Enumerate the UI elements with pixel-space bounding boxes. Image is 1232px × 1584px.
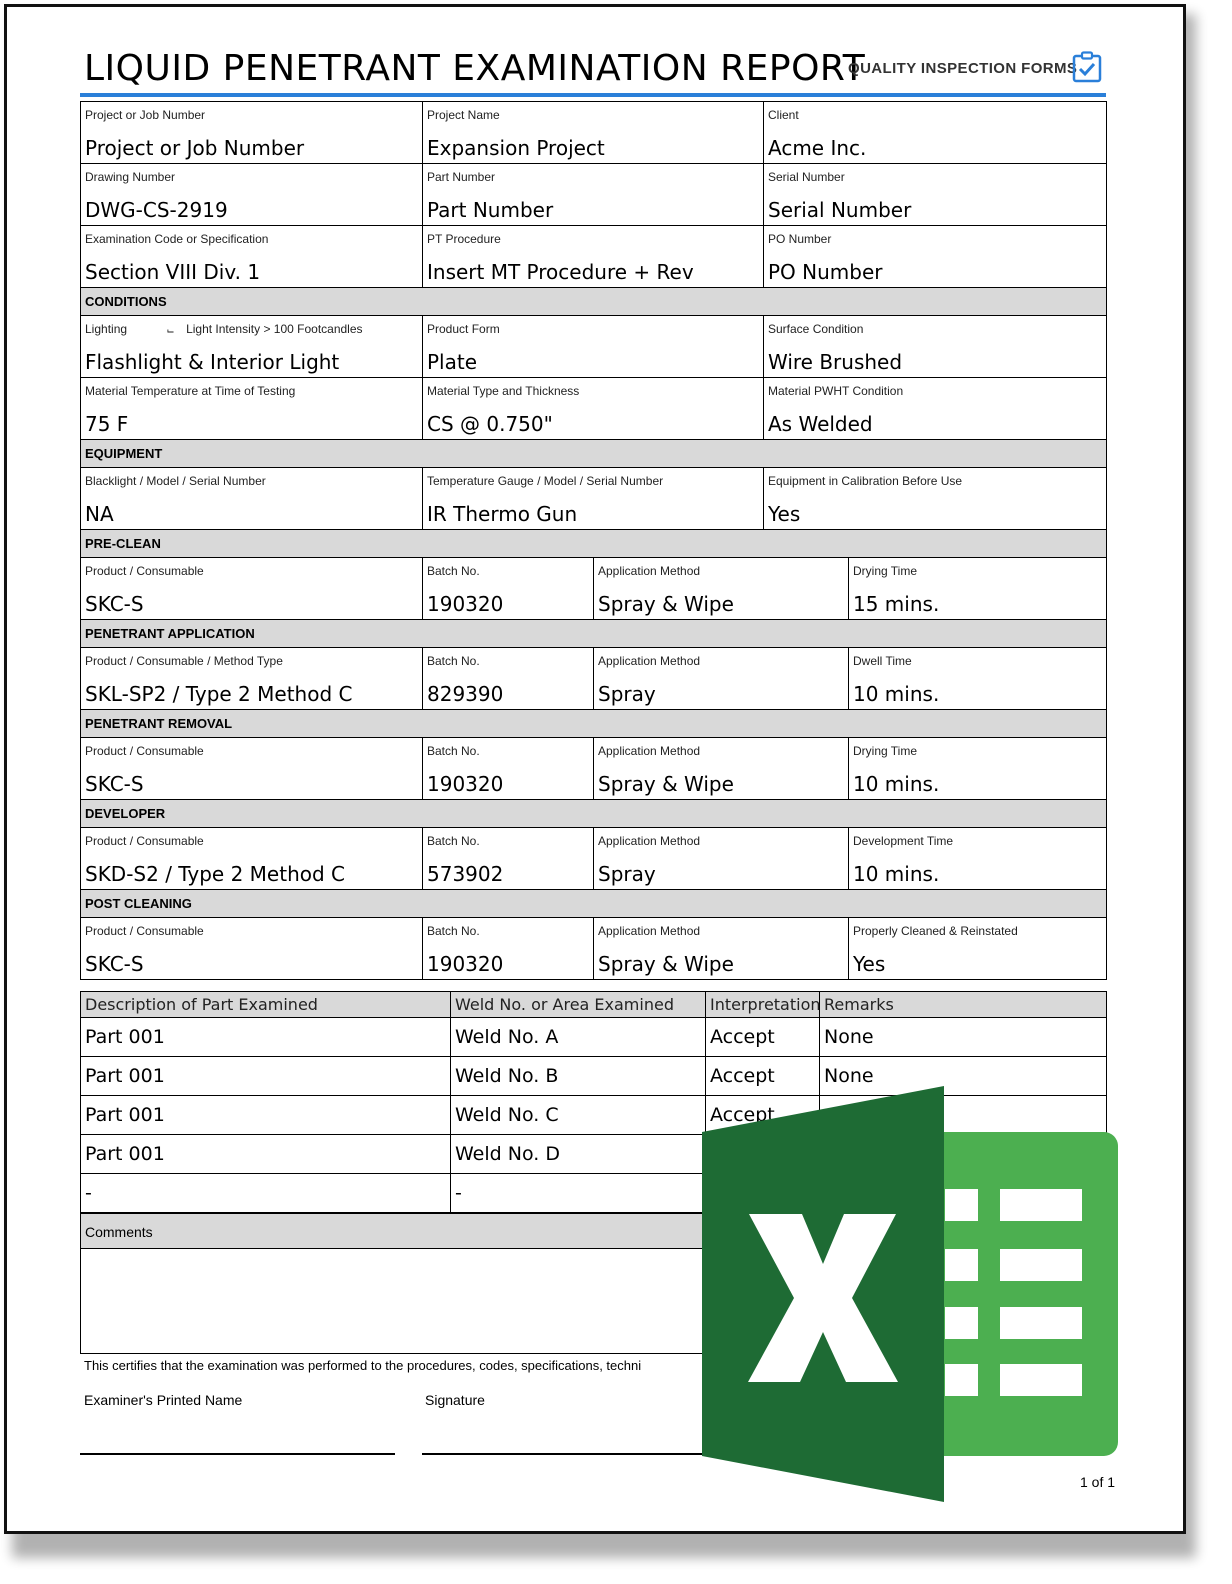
table-cell[interactable]: Part 001 (81, 1057, 451, 1096)
table-cell[interactable]: Weld No. B (451, 1057, 706, 1096)
conditions-row (81, 378, 1107, 440)
section-header-post-cleaning: POST CLEANING (81, 890, 1107, 918)
table-cell[interactable]: - (81, 1174, 451, 1213)
table-cell[interactable]: Accept (706, 1096, 820, 1135)
field-product[interactable]: Product / Consumable SKC-S (81, 918, 423, 980)
table-cell[interactable]: - (451, 1174, 706, 1213)
penetrant-removal-row (81, 738, 1107, 800)
field-product[interactable]: Product / Consumable SKC-S (81, 738, 423, 800)
header-row (81, 226, 1107, 288)
table-cell[interactable]: Part 001 (81, 1018, 451, 1057)
column-header: Remarks (820, 992, 1107, 1018)
examiner-name-label: Examiner's Printed Name (84, 1392, 243, 1408)
column-header: Weld No. or Area Examined (451, 992, 706, 1018)
section-header-developer: DEVELOPER (81, 800, 1107, 828)
header-row (81, 164, 1107, 226)
brand-name: QUALITY INSPECTION FORMS (848, 60, 1078, 77)
field-application-method[interactable]: Application Method Spray & Wipe (594, 738, 849, 800)
table-cell[interactable]: Weld No. A (451, 1018, 706, 1057)
field-time[interactable]: Development Time 10 mins. (849, 828, 1107, 890)
certification-text: This certifies that the examination was performed to the procedures, codes, specifications, techni (84, 1358, 642, 1373)
field-temperature-gauge[interactable]: Temperature Gauge / Model / Serial Number IR Thermo Gun (423, 468, 764, 530)
field-project-number[interactable]: Project or Job Number Project or Job Number (81, 102, 423, 164)
column-header: Interpretation (706, 992, 820, 1018)
field-application-method[interactable]: Application Method Spray (594, 648, 849, 710)
examiner-name-line[interactable] (80, 1453, 395, 1455)
table-cell[interactable]: Accept (706, 1057, 820, 1096)
field-product[interactable]: Product / Consumable SKC-S (81, 558, 423, 620)
field-calibration[interactable]: Equipment in Calibration Before Use Yes (764, 468, 1107, 530)
table-cell[interactable]: None (820, 1057, 1107, 1096)
field-application-method[interactable]: Application Method Spray (594, 828, 849, 890)
field-batch[interactable]: Batch No. 829390 (423, 648, 594, 710)
post-cleaning-row (81, 918, 1107, 980)
field-project-name[interactable]: Project Name Expansion Project (423, 102, 764, 164)
field-serial-number[interactable]: Serial Number Serial Number (764, 164, 1107, 226)
field-material-temperature[interactable]: Material Temperature at Time of Testing 75 F (81, 378, 423, 440)
field-material-type[interactable]: Material Type and Thickness CS @ 0.750" (423, 378, 764, 440)
pre-clean-row (81, 558, 1107, 620)
section-header-equipment: EQUIPMENT (81, 440, 1107, 468)
penetrant-application-row (81, 648, 1107, 710)
field-product[interactable]: Product / Consumable / Method Type SKL-SP2 / Type 2 Method C (81, 648, 423, 710)
field-application-method[interactable]: Application Method Spray & Wipe (594, 918, 849, 980)
field-time[interactable]: Dwell Time 10 mins. (849, 648, 1107, 710)
header-row (81, 102, 1107, 164)
table-cell[interactable]: Part 001 (81, 1096, 451, 1135)
section-header-penetrant-application: PENETRANT APPLICATION (81, 620, 1107, 648)
field-po-number[interactable]: PO Number PO Number (764, 226, 1107, 288)
page-number: 1 of 1 (1080, 1474, 1116, 1490)
field-client[interactable]: Client Acme Inc. (764, 102, 1107, 164)
field-batch[interactable]: Batch No. 190320 (423, 918, 594, 980)
table-cell[interactable]: Part 001 (81, 1135, 451, 1174)
table-cell[interactable]: Accept (706, 1018, 820, 1057)
section-header-pre-clean: PRE-CLEAN (81, 530, 1107, 558)
field-pt-procedure[interactable]: PT Procedure Insert MT Procedure + Rev (423, 226, 764, 288)
table-cell[interactable]: None (820, 1018, 1107, 1057)
signature-label: Signature (425, 1392, 485, 1408)
table-row (81, 1018, 1107, 1057)
field-product[interactable]: Product / Consumable SKD-S2 / Type 2 Method C (81, 828, 423, 890)
section-header-conditions: CONDITIONS (81, 288, 1107, 316)
field-surface-condition[interactable]: Surface Condition Wire Brushed (764, 316, 1107, 378)
table-header-row (81, 992, 1107, 1018)
field-pwht-condition[interactable]: Material PWHT Condition As Welded (764, 378, 1107, 440)
conditions-row (81, 316, 1107, 378)
developer-row (81, 828, 1107, 890)
field-drawing-number[interactable]: Drawing Number DWG-CS-2919 (81, 164, 423, 226)
field-time[interactable]: Drying Time 10 mins. (849, 738, 1107, 800)
form-table (80, 101, 1107, 980)
field-batch[interactable]: Batch No. 190320 (423, 738, 594, 800)
clipboard-check-icon (1072, 51, 1102, 83)
field-properly-cleaned[interactable]: Properly Cleaned & Reinstated Yes (849, 918, 1107, 980)
table-cell[interactable]: Weld No. D (451, 1135, 706, 1174)
field-application-method[interactable]: Application Method Spray & Wipe (594, 558, 849, 620)
excel-logo-icon (702, 1086, 1118, 1502)
title-underline (80, 93, 1106, 97)
report-title: LIQUID PENETRANT EXAMINATION REPORT (84, 48, 866, 89)
field-batch[interactable]: Batch No. 573902 (423, 828, 594, 890)
lighting-glyph-icon: ⨽ (167, 322, 175, 336)
field-product-form[interactable]: Product Form Plate (423, 316, 764, 378)
field-lighting[interactable]: Lighting ⨽ Light Intensity > 100 Footcandles Flashlight & Interior Light (81, 316, 423, 378)
field-time[interactable]: Drying Time 15 mins. (849, 558, 1107, 620)
field-blacklight[interactable]: Blacklight / Model / Serial Number NA (81, 468, 423, 530)
field-exam-code[interactable]: Examination Code or Specification Section VIII Div. 1 (81, 226, 423, 288)
equipment-row (81, 468, 1107, 530)
field-part-number[interactable]: Part Number Part Number (423, 164, 764, 226)
table-cell[interactable]: Weld No. C (451, 1096, 706, 1135)
section-header-penetrant-removal: PENETRANT REMOVAL (81, 710, 1107, 738)
comments-header: Comments (80, 1213, 1106, 1249)
field-batch[interactable]: Batch No. 190320 (423, 558, 594, 620)
column-header: Description of Part Examined (81, 992, 451, 1018)
